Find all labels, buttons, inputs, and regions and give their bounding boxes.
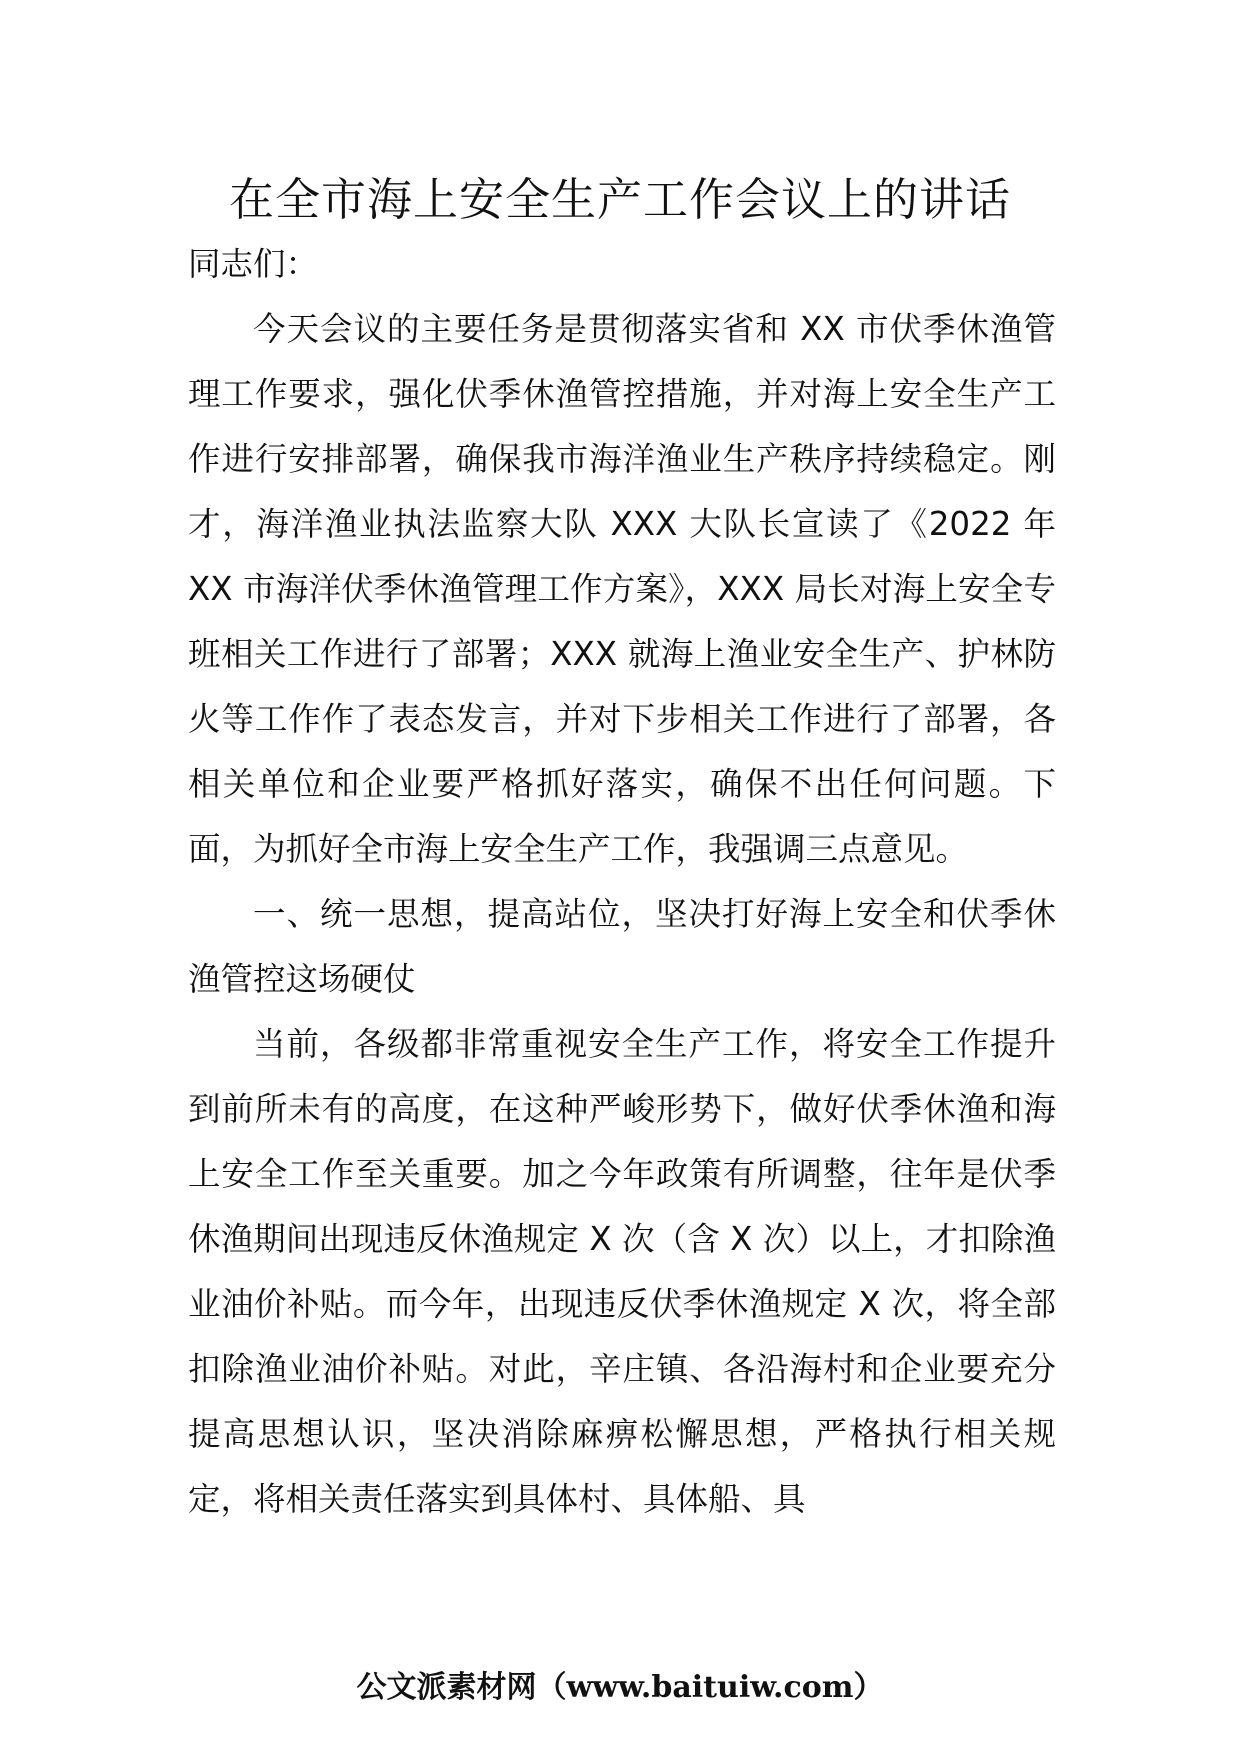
footer-watermark: 公文派素材网（www.baituiw.com） xyxy=(356,1670,884,1705)
document-body xyxy=(188,232,1056,1532)
document-title: 在全市海上安全生产工作会议上的讲话 xyxy=(228,173,1011,226)
section-one-paragraph: 当前，各级都非常重视安全生产工作，将安全工作提升到前所未有的高度，在这种严峻形势下，做好伏季休渔和海上安全工作至关重要。加之今年政策有所调整，往年是伏季休渔期间出现违反休渔规定 X 次（含 X 次）以上，才扣除渔业油价补贴。而今年，出现违反伏季休渔规定 X 次，将全部扣除渔业油价补贴。对此，辛庄镇、各沿海村和企业要充分提高思想认识，坚决消除麻痹松懈思想，严格执行相关规定，将相关责任落实到具体村、具体船、具 xyxy=(188,1025,1056,1518)
section-heading-one: 一、统一思想，提高站位，坚决打好海上安全和伏季休渔管控这场硬仗 xyxy=(188,895,1056,998)
salutation: 同志们： xyxy=(188,245,319,283)
intro-paragraph: 今天会议的主要任务是贯彻落实省和 XX 市伏季休渔管理工作要求，强化伏季休渔管控措施，并对海上安全生产工作进行安排部署，确保我市海洋渔业生产秩序持续稳定。刚才，海洋渔业执法监察大队 XXX 大队长宣读了《2022 年 XX 市海洋伏季休渔管理工作方案》，XXX 局长对海上安全专班相关工作进行了部署；XXX 就海上渔业安全生产、护林防火等工作作了表态发言，并对下步相关工作进行了部署，各相关单位和企业要严格抓好落实，确保不出任何问题。下面，为抓好全市海上安全生产工作，我强调三点意见。 xyxy=(188,310,1056,868)
